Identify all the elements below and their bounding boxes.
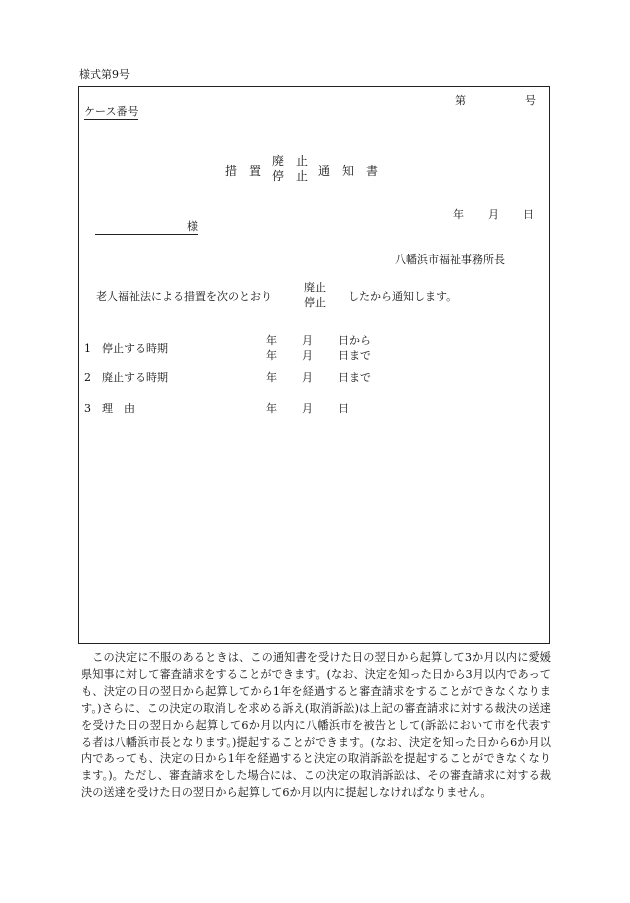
- date-year: 年: [453, 208, 464, 221]
- date-day: 日: [523, 208, 534, 221]
- item-month: 月: [302, 349, 313, 362]
- body-stack: [304, 280, 326, 310]
- case-number-label: ケース番号: [84, 105, 139, 118]
- body-haishi: 廃止: [304, 281, 326, 294]
- item-label-reason: 3 理 由: [84, 402, 135, 415]
- title-tsuchisho: 通 知 書: [318, 164, 379, 178]
- item-label-stop: 1 停止する時期: [84, 342, 168, 355]
- title-haishi: 廃 止: [272, 154, 309, 168]
- title-sochi: 措 置: [225, 164, 262, 178]
- item-year: 年: [266, 371, 277, 384]
- item-month: 月: [302, 371, 313, 384]
- number-dai: 第: [455, 94, 466, 107]
- item-label-abolish: 2 廃止する時期: [84, 371, 168, 384]
- addressee-line: [95, 233, 187, 235]
- number-go: 号: [525, 94, 536, 107]
- item-year: 年: [266, 334, 277, 347]
- item-day: 日から: [338, 334, 371, 347]
- body-after: したから通知します。: [348, 290, 458, 303]
- item-year: 年: [266, 349, 277, 362]
- title-stack: [272, 154, 308, 184]
- notice-form-frame: [78, 86, 550, 644]
- issuer: 八幡浜市福祉事務所長: [395, 253, 505, 266]
- body-before: 老人福祉法による措置を次のとおり: [96, 290, 272, 303]
- item-day: 日まで: [338, 371, 371, 384]
- appeal-notice: この決定に不服のあるときは、この通知書を受けた日の翌日から起算して3か月以内に愛媛県知事に対して審査請求をすることができます。(なお、決定を知った日から3月以内であっても、決定の日の翌日から起算してから1年を経過すると審査請求をすることができなくなります。)さらに、この決定の取消しを求める訴え(取消訴訟)は上記の審査請求に対する裁決の送達を受けた日の翌日から起算して6か月以内に八幡浜市を被告として(訴訟において市を代表する者は八幡浜市長となります。)提起することができます。(なお、決定を知った日から6か月以内であっても、決定の日から1年を経過すると決定の取消訴訟を提起することができなくなります。)。ただし、審査請求をした場合には、この決定の取消訴訟は、その審査請求に対する裁決の送達を受けた日の翌日から起算して6か月以内に提起しなければなりません。: [81, 651, 551, 800]
- item-day: 日まで: [338, 349, 371, 362]
- item-year: 年: [266, 402, 277, 415]
- item-month: 月: [302, 334, 313, 347]
- date-month: 月: [488, 208, 499, 221]
- body-teishi: 停止: [304, 296, 326, 309]
- item-day: 日: [338, 402, 349, 415]
- form-number: 様式第9号: [79, 68, 130, 81]
- item-month: 月: [302, 402, 313, 415]
- title-teishi: 停 止: [272, 169, 309, 183]
- addressee-suffix: 様: [187, 220, 198, 233]
